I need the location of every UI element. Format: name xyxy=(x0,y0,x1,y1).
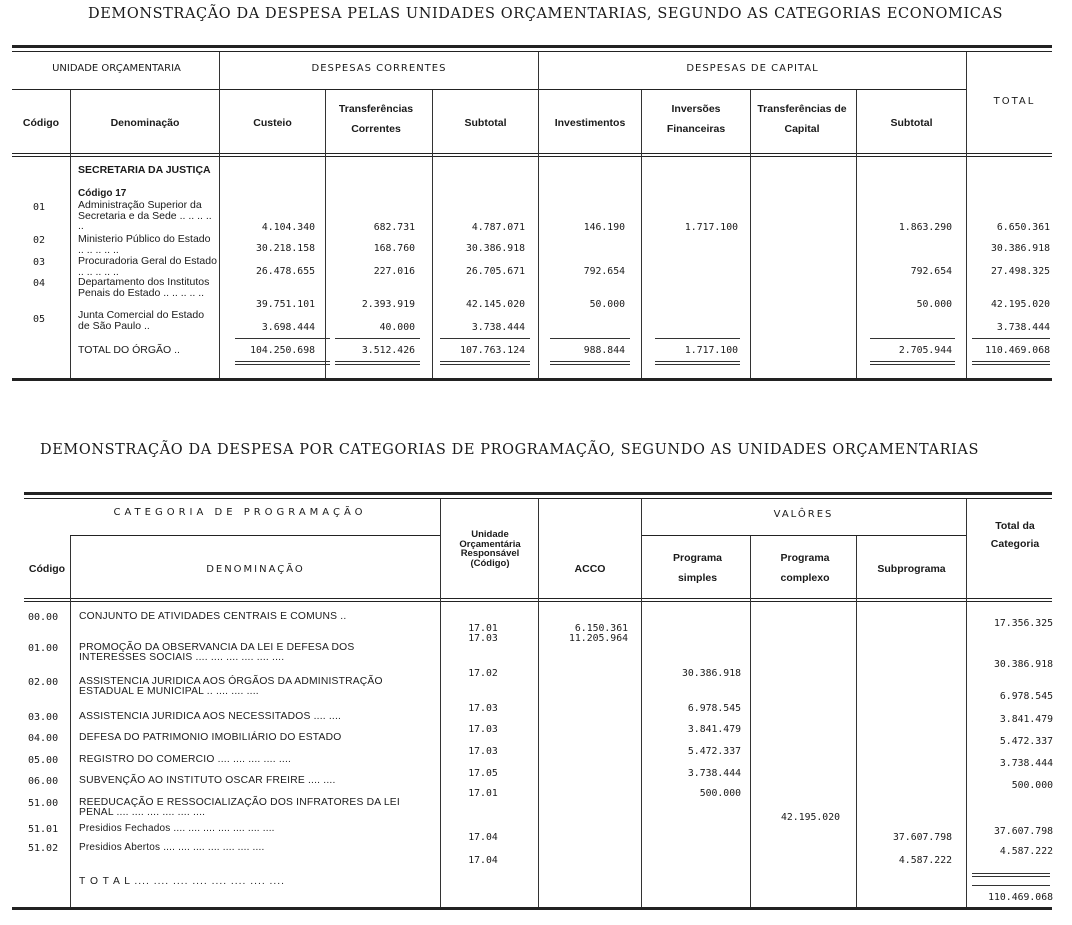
value-sub1: 3.738.444 xyxy=(471,322,525,333)
table2-top-rule xyxy=(24,492,1052,495)
sum-rule xyxy=(972,885,1050,886)
category-name: ASSISTENCIA JURIDICA AOS ÓRGÃOS DA ADMINISTRAÇÃO ESTADUAL E MUNICIPAL .. .... .... .... xyxy=(79,676,383,698)
header-subtotal-capital: Subtotal xyxy=(890,117,933,129)
value-total: 27.498.325 xyxy=(991,266,1050,277)
sum-rule xyxy=(550,361,630,362)
category-total: 500.000 xyxy=(1011,780,1053,791)
value-acco: 11.205.964 xyxy=(569,633,628,644)
header2-denominacao: DENOMINAÇÃO xyxy=(206,564,305,575)
category-code: 51.00 xyxy=(28,798,59,809)
category-total: 37.607.798 xyxy=(994,826,1053,837)
value-simples: 5.472.337 xyxy=(687,746,741,757)
grand-total-label: T O T A L .... .... .... .... .... .... .... .... xyxy=(79,876,285,887)
header-programa-complexo: Programa complexo xyxy=(780,552,830,584)
category-name: DEFESA DO PATRIMONIO IMOBILIÁRIO DO ESTADO xyxy=(79,732,342,743)
total-orgao-label: TOTAL DO ÓRGÃO .. xyxy=(78,344,180,356)
row-denominacao: Junta Comercial do Estado de São Paulo .. xyxy=(78,309,205,332)
category-code: 01.00 xyxy=(28,643,59,654)
sum-rule xyxy=(655,364,740,365)
value-simples: 6.978.545 xyxy=(687,703,741,714)
value-unit: 17.05 xyxy=(468,768,498,779)
value-transf: 40.000 xyxy=(379,322,415,333)
category-code: 03.00 xyxy=(28,712,59,723)
category-code: 02.00 xyxy=(28,677,59,688)
value-sub1: 30.386.918 xyxy=(466,243,525,254)
sum-rule xyxy=(550,338,630,339)
header-unidade-responsavel: Unidade Orçamentária Responsável (Código) xyxy=(459,529,521,569)
header-total-categoria: Total da Categoria xyxy=(990,520,1040,550)
category-name: ASSISTENCIA JURIDICA AOS NECESSITADOS .... .... xyxy=(79,711,342,722)
value-unit: 17.03 xyxy=(468,703,498,714)
category-code: 06.00 xyxy=(28,776,59,787)
row-denominacao: Ministerio Público do Estado .. .. .. .. .. xyxy=(78,233,211,256)
table1-bottom-rule xyxy=(12,378,1052,381)
value-custeio: 26.478.655 xyxy=(256,266,315,277)
sum-rule xyxy=(972,876,1050,877)
sum-rule xyxy=(335,364,420,365)
value-unit: 17.01 xyxy=(468,623,498,634)
value-custeio: 39.751.101 xyxy=(256,299,315,310)
value-total: 42.195.020 xyxy=(991,299,1050,310)
value-sub: 4.587.222 xyxy=(898,855,952,866)
header-programa-simples: Programa simples xyxy=(672,552,723,584)
value-simples: 3.841.479 xyxy=(687,724,741,735)
header-denominacao: Denominação xyxy=(110,117,180,129)
header-codigo: Código xyxy=(22,117,60,129)
category-total: 17.356.325 xyxy=(994,618,1053,629)
value-sub: 37.607.798 xyxy=(893,832,952,843)
value-invest: 50.000 xyxy=(589,299,625,310)
category-code: 04.00 xyxy=(28,733,59,744)
total-sub2: 2.705.944 xyxy=(898,345,952,356)
value-sub1: 4.787.071 xyxy=(471,222,525,233)
value-sub1: 42.145.020 xyxy=(466,299,525,310)
row-code: 01 xyxy=(33,202,46,213)
header-subprograma: Subprograma xyxy=(877,563,946,575)
value-sub1: 26.705.671 xyxy=(466,266,525,277)
sum-rule xyxy=(335,361,420,362)
header-custeio: Custeio xyxy=(253,117,292,129)
row-denominacao: Administração Superior da Secretaria e da Sede .. .. .. .. .. xyxy=(78,199,212,232)
category-code: 51.01 xyxy=(28,824,59,835)
header-inversoes: Inversões Financeiras xyxy=(666,103,726,135)
sum-rule xyxy=(235,361,330,362)
table2-title: DEMONSTRAÇÃO DA DESPESA POR CATEGORIAS DE PROGRAMAÇÃO, SEGUNDO AS UNIDADES ORÇAMENTARIAS xyxy=(40,442,980,458)
total-sub1: 107.763.124 xyxy=(460,345,525,356)
category-code: 51.02 xyxy=(28,843,59,854)
row-code: 05 xyxy=(33,314,46,325)
category-code: 00.00 xyxy=(28,612,59,623)
value-sub2: 1.863.290 xyxy=(898,222,952,233)
header-transferencias-capital: Transferências de Capital xyxy=(757,103,847,135)
category-total: 30.386.918 xyxy=(994,659,1053,670)
sum-rule xyxy=(235,364,330,365)
row-code: 03 xyxy=(33,257,46,268)
value-total: 30.386.918 xyxy=(991,243,1050,254)
value-custeio: 4.104.340 xyxy=(261,222,315,233)
header-despesas-capital: DESPESAS DE CAPITAL xyxy=(686,63,819,74)
category-total: 5.472.337 xyxy=(999,736,1053,747)
value-unit: 17.03 xyxy=(468,724,498,735)
header-subtotal-correntes: Subtotal xyxy=(464,117,507,129)
value-unit: 17.04 xyxy=(468,855,498,866)
value-total: 6.650.361 xyxy=(996,222,1050,233)
category-total: 4.587.222 xyxy=(999,846,1053,857)
header-despesas-correntes: DESPESAS CORRENTES xyxy=(311,63,447,74)
total-invest: 988.844 xyxy=(583,345,625,356)
category-name: Presidios Fechados .... .... .... .... .... .... .... xyxy=(79,823,275,834)
sum-rule xyxy=(972,364,1050,365)
category-name: CONJUNTO DE ATIVIDADES CENTRAIS E COMUNS .. xyxy=(79,611,347,622)
category-total: 3.841.479 xyxy=(999,714,1053,725)
category-name: REGISTRO DO COMERCIO .... .... .... .... .... xyxy=(79,754,292,765)
value-transf: 227.016 xyxy=(373,266,415,277)
header2-codigo: Código xyxy=(28,563,66,575)
sum-rule xyxy=(235,338,330,339)
row-code: 04 xyxy=(33,278,46,289)
sum-rule xyxy=(870,364,955,365)
sum-rule xyxy=(440,364,530,365)
row-code: 02 xyxy=(33,235,46,246)
category-name: SUBVENÇÃO AO INSTITUTO OSCAR FREIRE .... .... xyxy=(79,775,336,786)
value-unit: 17.03 xyxy=(468,746,498,757)
sum-rule xyxy=(972,873,1050,874)
table1-title: DEMONSTRAÇÃO DA DESPESA PELAS UNIDADES ORÇAMENTARIAS, SEGUNDO AS CATEGORIAS ECONOMICAS xyxy=(88,6,1004,22)
secretaria-code: Código 17 xyxy=(78,188,127,199)
grand-total-value: 110.469.068 xyxy=(988,892,1053,903)
category-name: REEDUCAÇÃO E RESSOCIALIZAÇÃO DOS INFRATORES DA LEI PENAL .... .... .... .... .... .... xyxy=(79,797,400,819)
value-simples: 3.738.444 xyxy=(687,768,741,779)
sum-rule xyxy=(440,338,530,339)
total-invers: 1.717.100 xyxy=(684,345,738,356)
sum-rule xyxy=(870,361,955,362)
row-denominacao: Procuradoria Geral do Estado .. .. .. .. .. xyxy=(78,255,217,278)
row-denominacao: Departamento dos Institutos Penais do Estado .. .. .. .. .. xyxy=(78,276,210,299)
value-sub2: 50.000 xyxy=(916,299,952,310)
secretaria-heading: SECRETARIA DA JUSTIÇA xyxy=(78,164,211,176)
category-name: Presidios Abertos .... .... .... .... .... .... .... xyxy=(79,842,265,853)
value-transf: 682.731 xyxy=(373,222,415,233)
total-transf: 3.512.426 xyxy=(361,345,415,356)
header-unidade: UNIDADE ORÇAMENTARIA xyxy=(52,63,181,74)
sum-rule xyxy=(972,338,1050,339)
category-total: 6.978.545 xyxy=(999,691,1053,702)
value-simples: 30.386.918 xyxy=(682,668,741,679)
sum-rule xyxy=(870,338,955,339)
sum-rule xyxy=(655,361,740,362)
category-name: PROMOÇÃO DA OBSERVANCIA DA LEI E DEFESA DOS INTERESSES SOCIAIS .... .... .... .... .... .... xyxy=(79,642,355,664)
sum-rule xyxy=(335,338,420,339)
header-total: TOTAL xyxy=(993,96,1036,107)
value-unit: 17.03 xyxy=(468,633,498,644)
value-invers: 1.717.100 xyxy=(684,222,738,233)
sum-rule xyxy=(440,361,530,362)
header-investimentos: Investimentos xyxy=(554,117,626,129)
header-categoria: CATEGORIA DE PROGRAMAÇÃO xyxy=(113,507,367,518)
value-acco: 6.150.361 xyxy=(574,623,628,634)
table1-top-rule xyxy=(12,45,1052,48)
value-total: 3.738.444 xyxy=(996,322,1050,333)
table2-bottom-rule xyxy=(12,907,1052,910)
value-sub2: 792.654 xyxy=(910,266,952,277)
sum-rule xyxy=(550,364,630,365)
value-unit: 17.04 xyxy=(468,832,498,843)
value-custeio: 30.218.158 xyxy=(256,243,315,254)
category-total: 3.738.444 xyxy=(999,758,1053,769)
header-acco: ACCO xyxy=(574,563,606,575)
value-custeio: 3.698.444 xyxy=(261,322,315,333)
value-simples: 500.000 xyxy=(699,788,741,799)
value-invest: 146.190 xyxy=(583,222,625,233)
value-complexo: 42.195.020 xyxy=(781,812,840,823)
value-unit: 17.02 xyxy=(468,668,498,679)
value-transf: 168.760 xyxy=(373,243,415,254)
total-custeio: 104.250.698 xyxy=(250,345,315,356)
value-invest: 792.654 xyxy=(583,266,625,277)
header-transferencias-correntes: Transferências Correntes xyxy=(338,103,414,135)
value-transf: 2.393.919 xyxy=(361,299,415,310)
sum-rule xyxy=(655,338,740,339)
sum-rule xyxy=(972,361,1050,362)
total-total: 110.469.068 xyxy=(985,345,1050,356)
value-unit: 17.01 xyxy=(468,788,498,799)
header-valores: VALÔRES xyxy=(773,509,834,520)
category-code: 05.00 xyxy=(28,755,59,766)
